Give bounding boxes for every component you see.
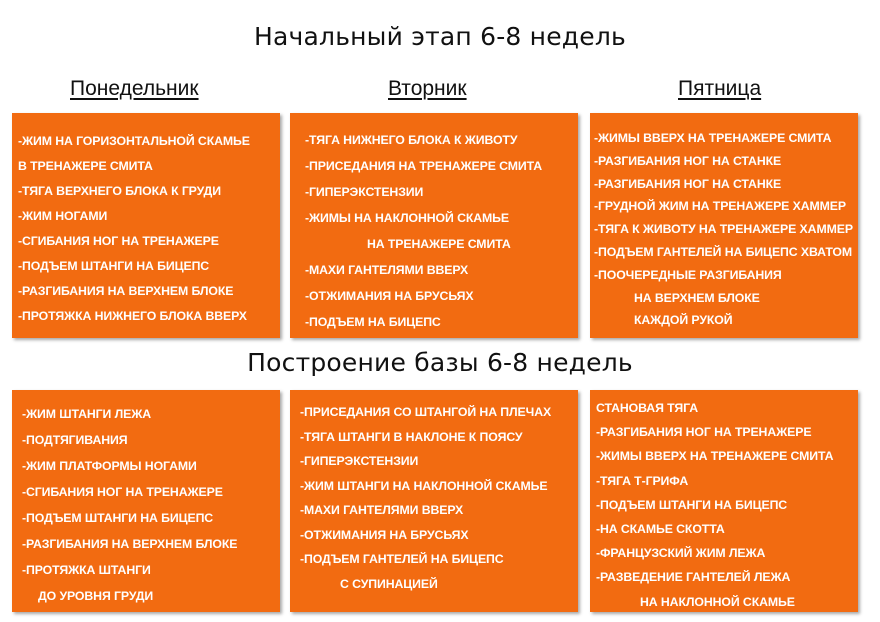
exercise-item: -СГИБАНИЯ НОГ НА ТРЕНАЖЕРЕ — [18, 234, 219, 248]
exercise-item: -ТЯГА К ЖИВОТУ НА ТРЕНАЖЕРЕ ХАММЕР — [594, 222, 853, 237]
exercise-item: -СГИБАНИЯ НОГ НА ТРЕНАЖЕРЕ — [22, 485, 223, 499]
exercise-item: -ПОДЪЕМ НА БИЦЕПС — [305, 315, 441, 329]
exercise-item: -ПОДЪЕМ ШТАНГИ НА БИЦЕПС — [22, 511, 214, 525]
exercise-item: -ПРИСЕДАНИЯ НА ТРЕНАЖЕРЕ СМИТА — [305, 159, 543, 173]
phase-1-monday-box — [12, 113, 280, 338]
exercise-item: -ОТЖИМАНИЯ НА БРУСЬЯХ — [305, 289, 474, 303]
exercise-item: -ПОДЪЕМ ШТАНГИ НА БИЦЕПС — [18, 259, 210, 273]
exercise-item: -РАЗГИБАНИЯ НОГ НА ТРЕНАЖЕРЕ — [596, 425, 812, 440]
exercise-item: -ЖИМ ПЛАТФОРМЫ НОГАМИ — [22, 459, 197, 473]
exercise-item: -ПРОТЯЖКА ШТАНГИ — [22, 563, 151, 577]
exercise-item: -ФРАНЦУЗСКИЙ ЖИМ ЛЕЖА — [596, 546, 766, 561]
exercise-item: -ПРИСЕДАНИЯ СО ШТАНГОЙ НА ПЛЕЧАХ — [300, 405, 552, 419]
exercise-item: -ЖИМЫ ВВЕРХ НА ТРЕНАЖЕРЕ СМИТА — [594, 131, 832, 145]
exercise-item: В ТРЕНАЖЕРЕ СМИТА — [18, 159, 153, 173]
exercise-item: ДО УРОВНЯ ГРУДИ — [38, 589, 154, 603]
exercise-item: С СУПИНАЦИЕЙ — [340, 576, 438, 591]
exercise-item: -ЖИМ ШТАНГИ НА НАКЛОННОЙ СКАМЬЕ — [300, 478, 548, 493]
exercise-item: -ТЯГА ШТАНГИ В НАКЛОНЕ К ПОЯСУ — [300, 429, 523, 444]
exercise-item: -РАЗГИБАНИЯ НОГ НА СТАНКЕ — [594, 176, 782, 191]
exercise-item: -НА СКАМЬЕ СКОТТА — [596, 522, 725, 537]
exercise-item: -ПООЧЕРЕДНЫЕ РАЗГИБАНИЯ — [594, 267, 782, 282]
exercise-item: НА ТРЕНАЖЕРЕ СМИТА — [367, 237, 511, 251]
exercise-item: -ПОДЪЕМ ГАНТЕЛЕЙ НА БИЦЕПС ХВАТОМ — [594, 244, 853, 259]
exercise-item: -ПОДТЯГИВАНИЯ — [22, 433, 128, 447]
exercise-item: НА НАКЛОННОЙ СКАМЬЕ — [640, 594, 795, 609]
exercise-item: -ГИПЕРЭКСТЕНЗИИ — [300, 454, 419, 468]
exercise-item: -РАЗВЕДЕНИЕ ГАНТЕЛЕЙ ЛЕЖА — [596, 570, 791, 585]
exercise-item: -ГИПЕРЭКСТЕНЗИИ — [305, 185, 424, 199]
phase-1-tuesday-box — [290, 113, 578, 338]
day-heading-monday: Понедельник — [70, 77, 199, 100]
exercise-item: -РАЗГИБАНИЯ НОГ НА СТАНКЕ — [594, 153, 782, 168]
day-heading-tuesday: Вторник — [388, 77, 467, 100]
phase-1-title: Начальный этап 6-8 недель — [254, 22, 626, 51]
exercise-item: -ЖИМЫ НА НАКЛОННОЙ СКАМЬЕ — [305, 211, 510, 225]
exercise-item: -ЖИМЫ ВВЕРХ НА ТРЕНАЖЕРЕ СМИТА — [596, 449, 834, 464]
phase-2-title: Построение базы 6-8 недель — [247, 348, 633, 377]
exercise-item: -ТЯГА Т-ГРИФА — [596, 473, 689, 488]
exercise-item: -МАХИ ГАНТЕЛЯМИ ВВЕРХ — [300, 503, 464, 517]
exercise-item: -ЖИМ ШТАНГИ ЛЕЖА — [22, 407, 152, 421]
exercise-item: -ПОДЪЕМ ШТАНГИ НА БИЦЕПС — [596, 497, 788, 512]
phase-2-monday-box — [12, 390, 280, 612]
exercise-item: -МАХИ ГАНТЕЛЯМИ ВВЕРХ — [305, 263, 469, 277]
exercise-item: -РАЗГИБАНИЯ НА ВЕРХНЕМ БЛОКЕ — [18, 284, 234, 298]
exercise-item: -ОТЖИМАНИЯ НА БРУСЬЯХ — [300, 527, 469, 542]
exercise-item: -ПРОТЯЖКА НИЖНЕГО БЛОКА ВВЕРХ — [18, 309, 247, 323]
exercise-item: -ТЯГА ВЕРХНЕГО БЛОКА К ГРУДИ — [18, 184, 221, 198]
phase-2-tuesday-box — [290, 390, 578, 612]
day-heading-friday: Пятница — [678, 77, 762, 100]
exercise-item: -ТЯГА НИЖНЕГО БЛОКА К ЖИВОТУ — [305, 133, 518, 147]
exercise-item: -РАЗГИБАНИЯ НА ВЕРХНЕМ БЛОКЕ — [22, 537, 238, 551]
exercise-item: -ГРУДНОЙ ЖИМ НА ТРЕНАЖЕРЕ ХАММЕР — [594, 199, 846, 214]
exercise-item: СТАНОВАЯ ТЯГА — [596, 401, 699, 415]
exercise-item: -ПОДЪЕМ ГАНТЕЛЕЙ НА БИЦЕПС — [300, 552, 504, 566]
exercise-item: КАЖДОЙ РУКОЙ — [634, 313, 733, 328]
exercise-item: -ЖИМ НОГАМИ — [18, 209, 108, 223]
phase-1-friday-box — [590, 113, 858, 338]
phase-2-friday-box — [590, 390, 858, 612]
exercise-item: -ЖИМ НА ГОРИЗОНТАЛЬНОЙ СКАМЬЕ — [18, 134, 250, 148]
exercise-item: НА ВЕРХНЕМ БЛОКЕ — [634, 290, 760, 305]
